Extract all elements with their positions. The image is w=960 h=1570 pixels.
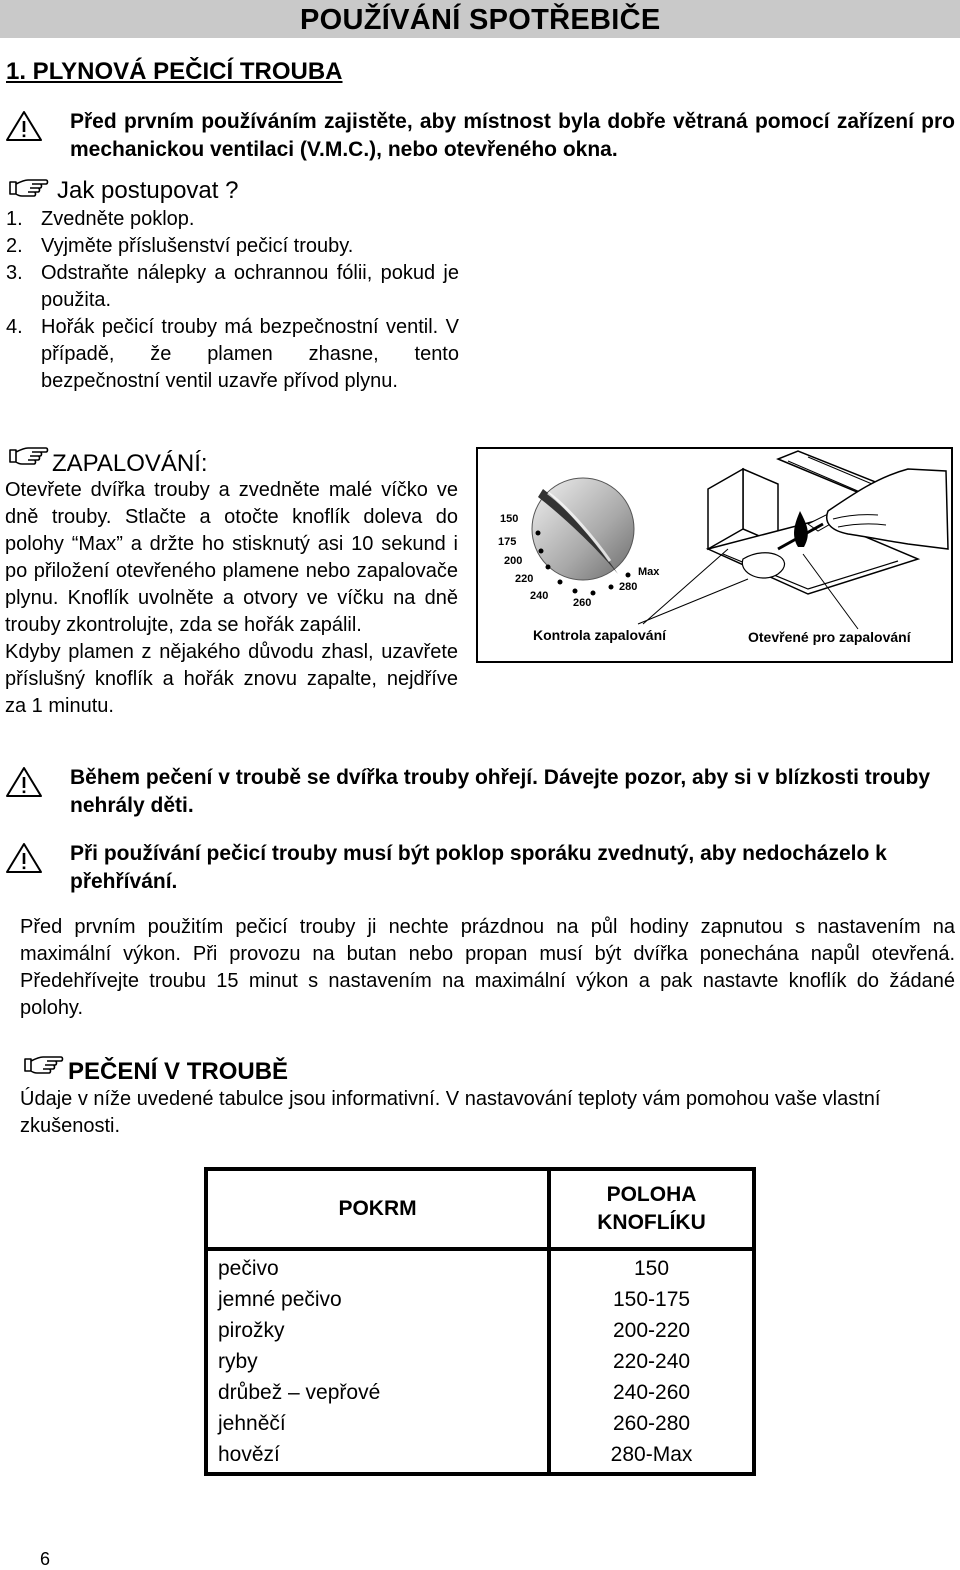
list-item: [6, 233, 459, 260]
dial-label: 240: [530, 590, 549, 602]
column-header: POLOHA KNOFLÍKU: [549, 1169, 754, 1249]
table-cell: jemné pečivo: [218, 1288, 342, 1311]
warning-icon: [5, 766, 43, 798]
baking-table: [204, 1167, 756, 1476]
table-cell: 220-240: [612, 1350, 691, 1373]
warning-icon: [5, 110, 43, 142]
table-cell: pirožky: [218, 1319, 285, 1342]
warning-text-hot-door: Během pečení v troubě se dvířka trouby ohřejí. Dávejte pozor, aby si v blízkosti trouby nehrály děti.: [70, 766, 931, 817]
table-cell: hovězí: [218, 1443, 280, 1466]
how-to-heading: Jak postupovat ?: [57, 177, 239, 204]
step-text: Vyjměte příslušenství pečicí trouby.: [41, 235, 354, 257]
step-text: Odstraňte nálepky a ochrannou fólii, pokud je použita.: [41, 262, 459, 311]
warning-text-lid: Při používání pečicí trouby musí být poklop sporáku zvednutý, aby nedocházelo k přehřívání.: [70, 842, 887, 893]
table-cell: jehněčí: [218, 1412, 286, 1435]
table-cell: 240-260: [612, 1381, 691, 1404]
page-title: POUŽÍVÁNÍ SPOTŘEBIČE: [300, 4, 661, 36]
baking-heading: PEČENÍ V TROUBĚ: [68, 1058, 289, 1085]
table-cell: 150-175: [612, 1288, 691, 1311]
dial-label: 280: [619, 581, 638, 593]
dial-label: 260: [573, 597, 592, 609]
pointing-hand-icon: [8, 444, 50, 466]
warning-text-ventilation: Před prvním používáním zajistěte, aby místnost byla dobře větraná pomocí zařízení pro mechanickou ventilaci (V.M.C.), nebo otevřeného okna.: [70, 110, 955, 161]
list-item: [6, 314, 459, 395]
steps-list: [6, 206, 459, 395]
pointing-hand-icon: [8, 176, 50, 198]
list-item: [6, 206, 459, 233]
baking-paragraph: Údaje v níže uvedené tabulce jsou informativní. V nastavování teploty vám pomohou vaše vlastní zkušenosti.: [20, 1088, 881, 1137]
dial-label: 200: [504, 555, 523, 567]
table-cell: pečivo: [218, 1257, 279, 1280]
step-number: 4.: [6, 316, 23, 338]
knob-position-column: [549, 1249, 754, 1474]
step-number: 3.: [6, 262, 23, 284]
dial-label: 220: [515, 573, 534, 585]
ignition-heading: ZAPALOVÁNÍ:: [52, 450, 208, 477]
step-text: Hořák pečicí trouby má bezpečnostní ventil. V případě, že plamen zhasne, tento bezpečnostní ventil uzavře přívod plynu.: [41, 316, 459, 392]
ignition-figure: [476, 447, 953, 663]
step-number: 1.: [6, 208, 23, 230]
table-cell: drůbež – vepřové: [218, 1381, 381, 1404]
section-title: 1. PLYNOVÁ PEČICÍ TROUBA: [6, 58, 343, 85]
table-cell: ryby: [218, 1350, 258, 1373]
table-cell: 150: [634, 1257, 670, 1280]
figure-caption-left: Kontrola zapalování: [533, 627, 667, 643]
table-cell: 200-220: [612, 1319, 691, 1342]
first-use-paragraph: Před prvním použitím pečicí trouby ji nechte prázdnou na půl hodiny zapnutou s nastavením na maximální výkon. Při provozu na butan nebo propan musí být dvířka ponechána napůl otevřená. Předehřívejte troubu 15 minut s nastavením na maximální výkon a pak nastavte knoflík do žádané polohy.: [20, 916, 955, 1019]
ignition-text-2: Kdyby plamen z nějakého důvodu zhasl, uzavřete příslušný knoflík a hořák znovu zapalte, nejdříve za 1 minutu.: [5, 641, 458, 717]
dial-label: 150: [500, 513, 519, 525]
food-column: [206, 1249, 549, 1474]
warning-icon: [5, 842, 43, 874]
table-body: [206, 1249, 754, 1474]
pointing-hand-icon: [23, 1053, 65, 1075]
table-cell: 260-280: [612, 1412, 691, 1435]
table-header-row: [206, 1169, 754, 1249]
ignition-text-1: Otevřete dvířka trouby a zvedněte malé víčko ve dně trouby. Stlačte a otočte knoflík doleva do polohy “Max” a držte ho stisknutý asi 10 sekund i po přiložení otevřeného plamene nebo zapalovače plynu. Knoflík uvolněte a otvory ve víčku na dně trouby zkontrolujte, zda se hořák zapálil.: [5, 479, 458, 636]
dial-label: 175: [498, 536, 517, 548]
list-item: [6, 260, 459, 314]
page-number: 6: [40, 1549, 51, 1569]
step-number: 2.: [6, 235, 23, 257]
ignition-paragraph: [5, 477, 458, 720]
figure-caption-right: Otevřené pro zapalování: [748, 629, 911, 645]
step-text: Zvedněte poklop.: [41, 208, 195, 230]
column-header: POKRM: [206, 1169, 549, 1249]
dial-label: Max: [638, 566, 660, 578]
table-cell: 280-Max: [610, 1443, 693, 1466]
